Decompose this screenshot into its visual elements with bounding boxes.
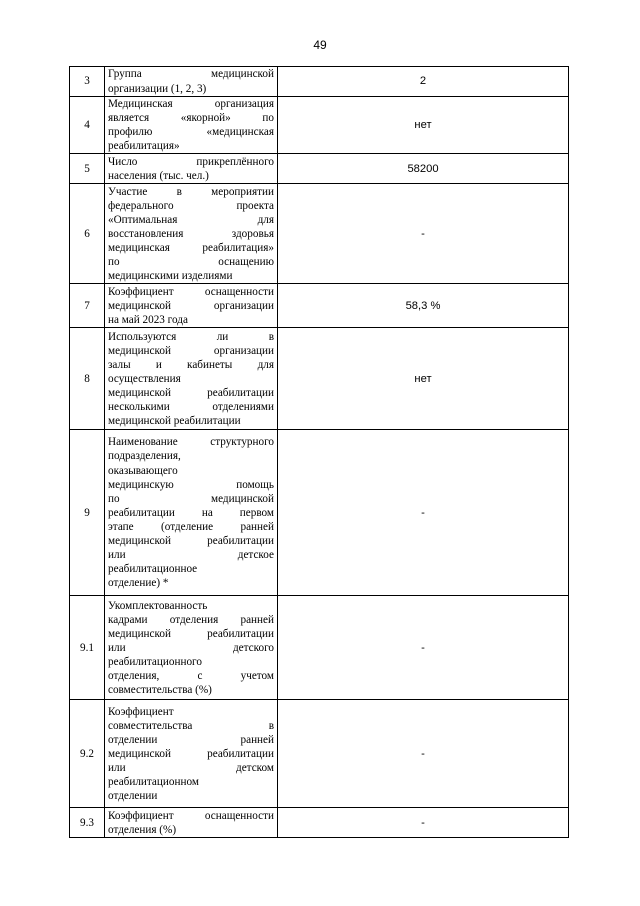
value-cell: нет <box>278 97 569 154</box>
parameter-line: или детском <box>108 761 274 774</box>
row-number: 7 <box>70 284 105 328</box>
parameter-line: медицинскими изделиями <box>108 270 233 283</box>
parameter-line: несколькими отделениями <box>108 401 274 414</box>
parameter-line: осуществления <box>108 372 181 385</box>
parameter-line: реабилитации на первом <box>108 506 274 519</box>
parameter-line: Используются ли в <box>108 330 274 343</box>
table-row <box>70 284 569 328</box>
parameter-line: оказывающего <box>108 464 178 477</box>
table-row <box>70 154 569 184</box>
parameter-line: Коэффициент оснащенности <box>108 285 274 298</box>
parameter-cell <box>105 154 278 184</box>
value-cell: нет <box>278 328 569 430</box>
parameter-line: медицинской реабилитации <box>108 747 274 760</box>
parameter-line: медицинской реабилитации <box>108 386 274 399</box>
parameter-line: подразделения, <box>108 450 181 463</box>
parameter-line: Коэффициент <box>108 705 174 718</box>
table-row <box>70 67 569 97</box>
table-row <box>70 808 569 838</box>
row-number: 9.3 <box>70 808 105 838</box>
parameter-line: «Оптимальная для <box>108 213 274 226</box>
parameter-line: Коэффициент оснащенности <box>108 809 274 822</box>
parameter-line: медицинской организации <box>108 299 274 312</box>
row-number: 9 <box>70 430 105 596</box>
value-cell: 2 <box>278 67 569 97</box>
parameter-line: Число прикреплённого <box>108 155 274 168</box>
value-cell: - <box>278 808 569 838</box>
parameter-line: населения (тыс. чел.) <box>108 169 209 182</box>
parameter-line: медицинской организации <box>108 344 274 357</box>
value-cell: 58,3 % <box>278 284 569 328</box>
parameter-cell <box>105 97 278 154</box>
parameter-cell <box>105 808 278 838</box>
parameter-line: медицинской реабилитации <box>108 627 274 640</box>
parameter-line: Участие в мероприятии <box>108 185 274 198</box>
value-cell: - <box>278 700 569 808</box>
parameter-line: по оснащению <box>108 256 274 269</box>
table-body <box>70 67 569 838</box>
parameter-line: отделения, с учетом <box>108 670 274 683</box>
parameter-line: организации (1, 2, 3) <box>108 82 207 95</box>
page-number: 49 <box>313 38 327 52</box>
row-number: 9.1 <box>70 596 105 700</box>
parameter-line: реабилитационном <box>108 776 199 789</box>
parameter-cell <box>105 67 278 97</box>
parameter-line: Медицинская организация <box>108 98 274 110</box>
value-cell: - <box>278 596 569 700</box>
value-cell: - <box>278 430 569 596</box>
parameter-cell <box>105 284 278 328</box>
parameter-line: профилю «медицинская <box>108 126 274 139</box>
parameter-line: залы и кабинеты для <box>108 358 274 371</box>
parameter-cell <box>105 700 278 808</box>
parameter-line: отделении <box>108 790 158 803</box>
parameter-line: Наименование структурного <box>108 436 274 449</box>
parameter-line: медицинской реабилитации <box>108 415 241 428</box>
table-row <box>70 328 569 430</box>
row-number: 9.2 <box>70 700 105 808</box>
parameter-line: или детского <box>108 641 274 654</box>
parameter-line: медицинская реабилитация» <box>108 241 274 254</box>
parameter-line: реабилитационное <box>108 563 198 576</box>
parameter-line: является «якорной» по <box>108 112 274 125</box>
data-table <box>69 66 569 838</box>
parameter-line: восстановления здоровья <box>108 227 274 240</box>
parameter-line: совместительства (%) <box>108 684 212 697</box>
parameter-cell <box>105 430 278 596</box>
table-row <box>70 596 569 700</box>
table-row <box>70 700 569 808</box>
parameter-line: отделении ранней <box>108 733 274 746</box>
parameter-line: этапе (отделение ранней <box>108 520 274 533</box>
parameter-line: реабилитация» <box>108 140 180 153</box>
parameter-line: совместительства в <box>108 719 274 732</box>
table-row <box>70 97 569 154</box>
parameter-line: отделение) * <box>108 577 169 590</box>
table-row <box>70 430 569 596</box>
parameter-line: Группа медицинской <box>108 68 274 81</box>
parameter-cell <box>105 184 278 284</box>
parameter-cell <box>105 596 278 700</box>
parameter-line: медицинскую помощь <box>108 478 274 491</box>
row-number: 3 <box>70 67 105 97</box>
row-number: 5 <box>70 154 105 184</box>
parameter-line: Укомплектованность <box>108 599 208 612</box>
parameter-line: кадрами отделения ранней <box>108 613 274 626</box>
row-number: 4 <box>70 97 105 154</box>
row-number: 8 <box>70 328 105 430</box>
parameter-line: отделения (%) <box>108 823 177 836</box>
parameter-line: реабилитационного <box>108 655 202 668</box>
table-row <box>70 184 569 284</box>
row-number: 6 <box>70 184 105 284</box>
parameter-line: на май 2023 года <box>108 313 188 326</box>
value-cell: 58200 <box>278 154 569 184</box>
parameter-line: или детское <box>108 549 274 562</box>
parameter-line: федерального проекта <box>108 199 274 212</box>
parameter-line: по медицинской <box>108 492 274 505</box>
value-cell: - <box>278 184 569 284</box>
parameter-cell <box>105 328 278 430</box>
parameter-line: медицинской реабилитации <box>108 535 274 548</box>
